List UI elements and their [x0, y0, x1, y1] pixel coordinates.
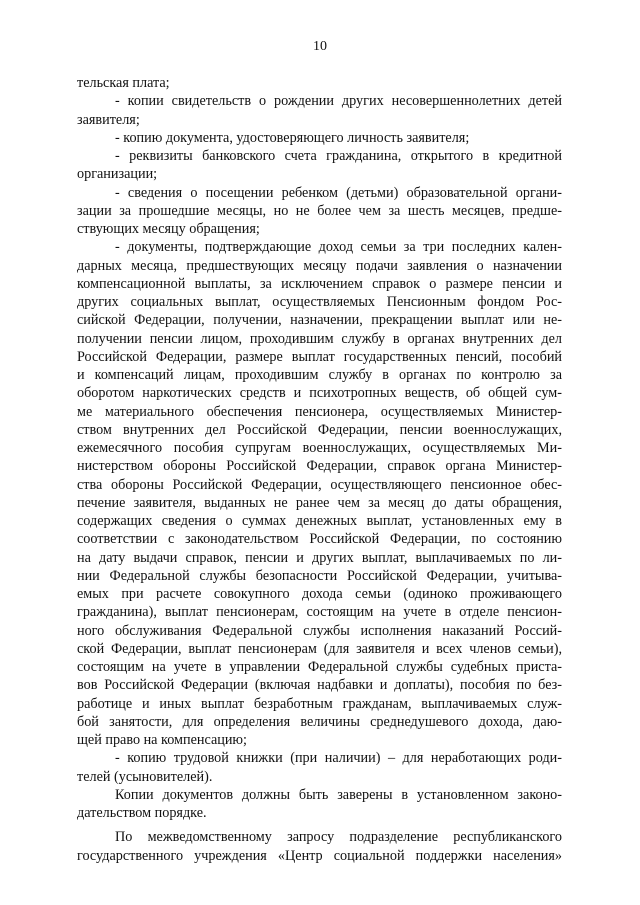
text-line: ской Федерации, выплат пенсионерам (для заявителя и всех членов семьи), [77, 640, 562, 657]
text-line: организации; [77, 166, 158, 183]
text-line: зации за прошедшие месяцы, но не более чем за шесть месяцев, предше- [77, 202, 562, 219]
text-line: По межведомственному запросу подразделение республиканского [115, 829, 562, 846]
text-line: государственного учреждения «Центр социальной поддержки населения» [77, 847, 562, 864]
text-line: тельская плата; [77, 75, 170, 91]
text-line: бой занятости, для определения величины среднедушевого дохода, даю- [77, 713, 562, 730]
text-line: Копии документов должны быть заверены в установленном законо- [115, 786, 562, 803]
text-line: компенсационной выплаты, за исключением справок о размере пенсии и [77, 275, 562, 292]
text-line: вов Российской Федерации (включая надбавки и доплаты), пособия по без- [77, 677, 562, 694]
text-line: - копию документа, удостоверяющего личность заявителя; [115, 129, 470, 146]
text-line: дарных месяца, предшествующих месяцу подачи заявления о назначении [77, 257, 562, 274]
text-line: Российской Федерации, размере выплат государственных пенсий, пособий [77, 348, 562, 365]
text-line: щей право на компенсацию; [77, 732, 247, 748]
text-line: работице и иных выплат безработным гражданам, выплачиваемых служ- [77, 695, 562, 712]
text-line: сийской Федерации, получении, назначении, прекращении выплат или не- [77, 312, 562, 329]
text-line: - копии свидетельств о рождении других несовершеннолетних детей [115, 93, 562, 110]
text-line: заявителя; [77, 111, 140, 128]
text-line: ежемесячного пособия супругам военнослужащих, осуществляемых Ми- [77, 440, 562, 456]
text-line: ства обороны Российской Федерации, осуществляющего пенсионное обес- [77, 476, 562, 493]
text-line: емых при расчете совокупного дохода семьи (одиноко проживающего [77, 586, 562, 602]
text-line: печение заявителя, выданных не ранее чем за месяц до даты обращения, [77, 494, 562, 511]
text-line: состоящим на учете в управлении Федеральной службы судебных приста- [77, 659, 562, 675]
text-line: телей (усыновителей). [77, 768, 213, 785]
document-body [77, 74, 562, 865]
text-line: нистерством обороны Российской Федерации, справок органа Министер- [77, 458, 562, 475]
text-line: ме материального обеспечения пенсионера, осуществляемых Министер- [77, 403, 562, 420]
text-line: - копию трудовой книжки (при наличии) – для неработающих роди- [115, 750, 562, 767]
page-number: 10 [313, 39, 327, 54]
text-line: - сведения о посещении ребенком (детьми) образовательной органи- [115, 184, 562, 201]
text-line: и компенсаций лицам, проходившим службу в органах по контролю за [77, 367, 562, 383]
text-line: на дату выдачи справок, пенсии и других выплат, выплачиваемых по ли- [77, 549, 562, 566]
text-line: дательством порядке. [77, 805, 207, 821]
text-line: оборотом наркотических средств и психотропных веществ, об общей сум- [77, 385, 562, 402]
text-line: соответствии с законодательством Российской Федерации, по состоянию [77, 531, 562, 548]
text-line: содержащих сведения о суммах денежных выплат, установленных ему в [77, 513, 562, 529]
text-line: - документы, подтверждающие доход семьи за три последних кален- [115, 239, 562, 256]
text-line: других социальных выплат, осуществляемых Пенсионным фондом Рос- [77, 294, 562, 310]
text-line: - реквизиты банковского счета гражданина, открытого в кредитной [115, 148, 562, 164]
text-line: ствующих месяцу обращения; [77, 221, 260, 237]
text-line: ного обслуживания Федеральной службы исполнения наказаний Россий- [77, 622, 562, 639]
text-line: нии Федеральной службы безопасности Российской Федерации, учитыва- [77, 567, 562, 584]
text-line: гражданина), выплат пенсионерам, состоящим на учете в отделе пенсион- [77, 604, 562, 621]
text-line: получении пенсии лицом, проходившим службу в органах внутренних дел [77, 330, 562, 347]
text-line: ством внутренних дел Российской Федерации, пенсии военнослужащих, [77, 421, 562, 438]
